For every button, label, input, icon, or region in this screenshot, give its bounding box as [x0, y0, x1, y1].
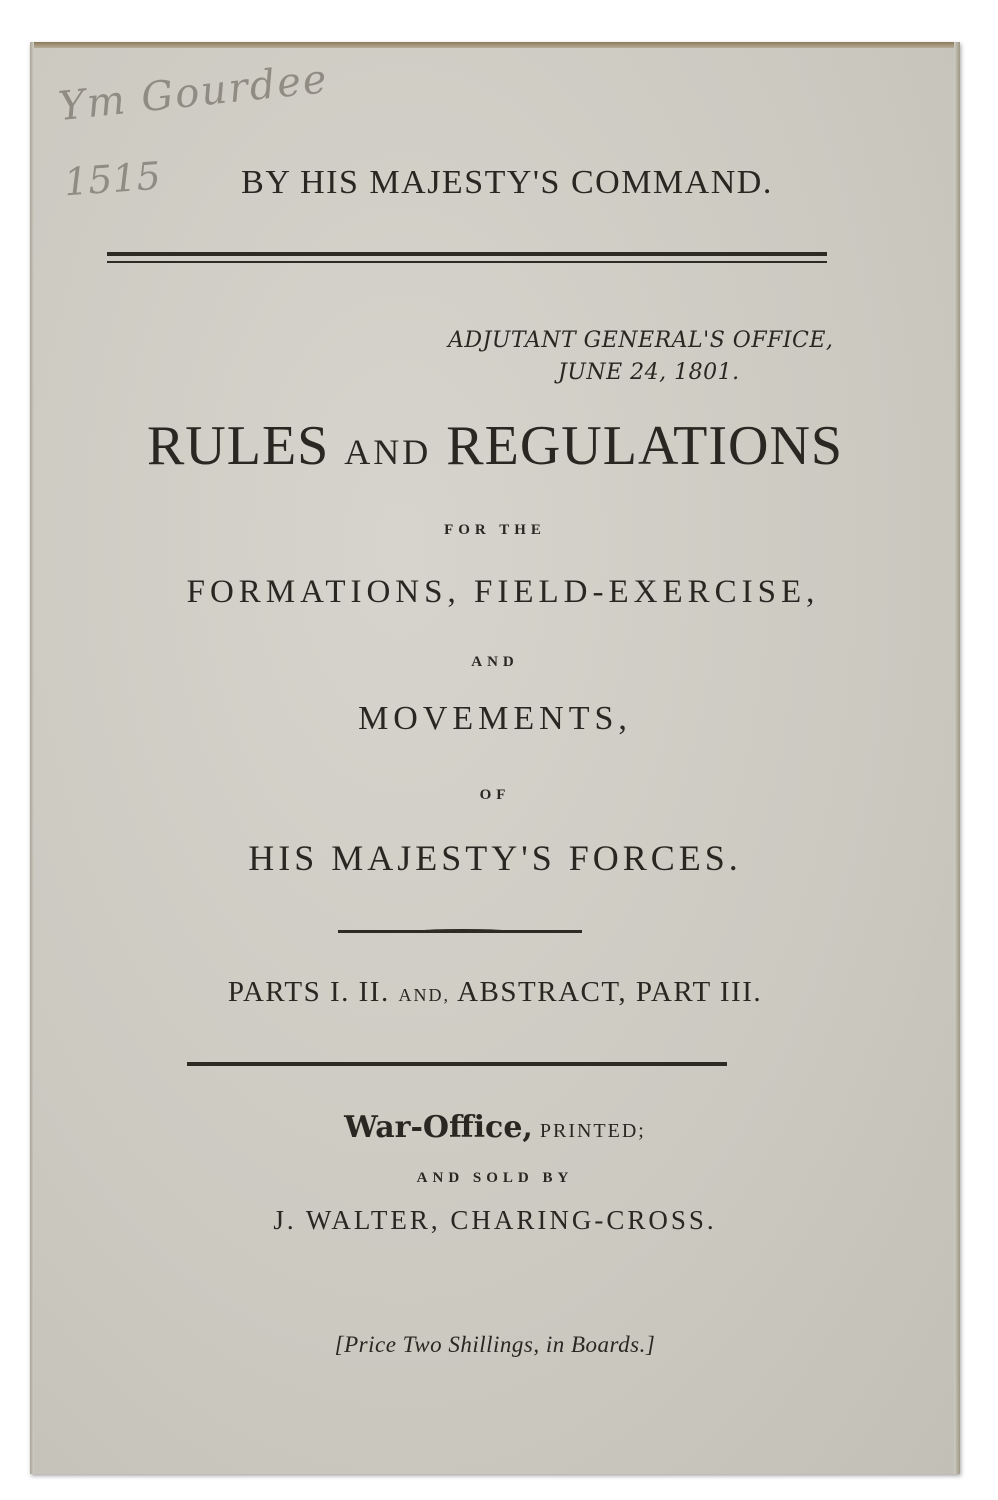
page-right-edge — [954, 42, 960, 1474]
seller-name: J. WALTER, CHARING-CROSS. — [273, 1205, 717, 1235]
double-rule — [107, 252, 827, 263]
sold-by: AND SOLD BY — [416, 1170, 574, 1186]
title-and: AND — [344, 432, 432, 472]
bottom-rule — [187, 1062, 727, 1066]
parts-b: ABSTRACT, PART III. — [457, 976, 763, 1008]
parts-and: AND, — [398, 985, 450, 1005]
printed: PRINTED; — [539, 1120, 646, 1142]
for-the: FOR THE — [444, 522, 546, 538]
page-left-edge — [30, 42, 34, 1474]
office-date: JUNE 24, 1801. — [558, 360, 740, 385]
war-office-line — [30, 1110, 960, 1145]
title-rules: RULES — [146, 415, 330, 477]
and-line: AND — [471, 654, 519, 670]
war-office: War-Office, — [344, 1110, 533, 1145]
title-page — [30, 42, 960, 1474]
page-top-edge — [30, 42, 960, 48]
forces-line: HIS MAJESTY'S FORCES. — [248, 838, 742, 878]
of-line: OF — [479, 787, 511, 803]
handwritten-name: Ym Gourdee — [56, 55, 331, 131]
ornamental-rule — [338, 930, 582, 933]
office-line-1: ADJUTANT GENERAL'S OFFICE, — [448, 328, 834, 353]
parts-line — [30, 976, 960, 1009]
parts-a: PARTS I. II. — [227, 976, 390, 1008]
price-line: [Price Two Shillings, in Boards.] — [334, 1332, 656, 1357]
movements-line: MOVEMENTS, — [358, 700, 632, 737]
formations-line: FORMATIONS, FIELD-EXERCISE, — [186, 574, 820, 610]
title-regulations: REGULATIONS — [446, 415, 844, 477]
handwritten-number: 1515 — [62, 153, 163, 205]
command-heading: BY HIS MAJESTY'S COMMAND. — [241, 164, 773, 201]
main-title — [30, 414, 960, 478]
